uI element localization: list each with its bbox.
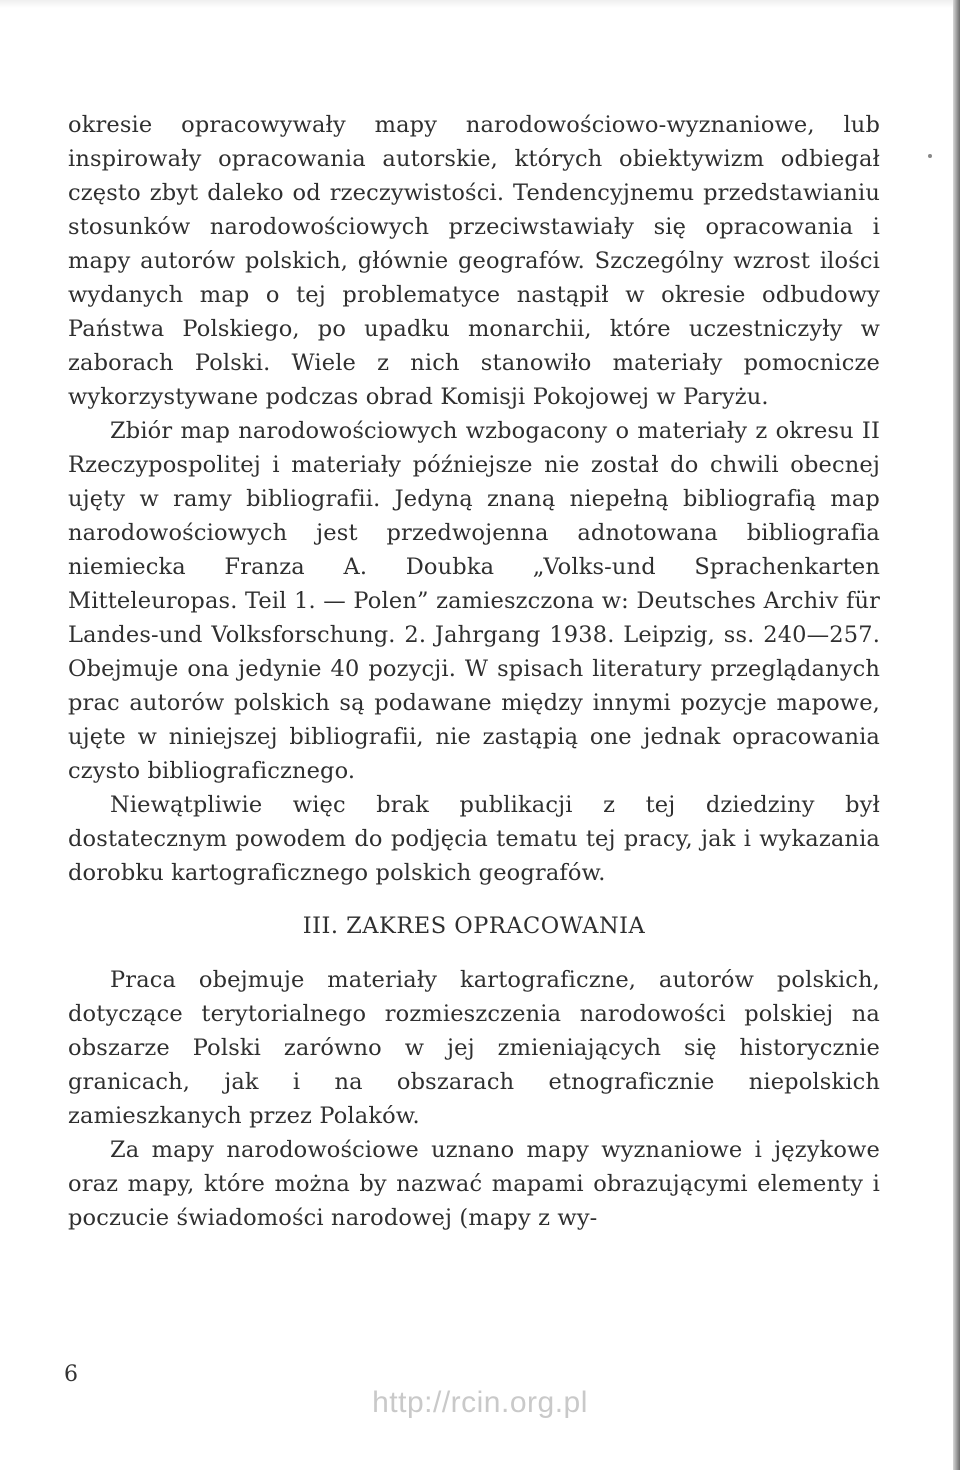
scan-speck <box>928 154 932 158</box>
page-body <box>68 108 880 1235</box>
scan-top-shade <box>0 0 960 8</box>
section-paragraph-1: Praca obejmuje materiały kartograficzne, autorów polskich, dotyczące terytorialnego rozmieszczenia narodowości polskiej na obszarze Polski zarówno w jej zmieniających się historycznie granicach, jak i na obszarach etnograficznie niepolskich zamieszkanych przez Polaków. <box>68 967 880 1129</box>
watermark-url: http://rcin.org.pl <box>372 1386 588 1419</box>
page-number: 6 <box>64 1362 78 1387</box>
paragraph-3: Niewątpliwie więc brak publikacji z tej dziedziny był dostatecznym powodem do podjęcia tematu tej pracy, jak i wykazania dorobku kartograficznego polskich geografów. <box>68 792 880 886</box>
scan-page-edge <box>953 0 960 1470</box>
section-heading: III. ZAKRES OPRACOWANIA <box>302 913 646 939</box>
section-paragraph-2: Za mapy narodowościowe uznano mapy wyznaniowe i językowe oraz mapy, które można by nazwać mapami obrazującymi elementy i poczucie świadomości narodowej (mapy z wy- <box>68 1137 880 1231</box>
paragraph-1: okresie opracowywały mapy narodowościowo-wyznaniowe, lub inspirowały opracowania autorskie, których obiektywizm odbiegał często zbyt daleko od rzeczywistości. Tendencyjnemu przedstawianiu stosunków narodowościowych przeciwstawiały się opracowania i mapy autorów polskich, głównie geografów. Szczególny wzrost ilości wydanych map o tej problematyce nastąpił w okresie odbudowy Państwa Polskiego, po upadku monarchii, które uczestniczyły w zaborach Polski. Wiele z nich stanowiło materiały pomocnicze wykorzystywane podczas obrad Komisji Pokojowej w Paryżu. <box>68 112 880 410</box>
paragraph-2: Zbiór map narodowościowych wzbogacony o materiały z okresu II Rzeczypospolitej i materiały późniejsze nie został do chwili obecnej ujęty w ramy bibliografii. Jedyną znaną niepełną bibliografią map narodowościowych jest przedwojenna adnotowana bibliografia niemiecka Franza A. Doubka „Volks-und Sprachenkarten Mitteleuropas. Teil 1. — Polen” zamieszczona w: Deutsches Archiv für Landes-und Volksforschung. 2. Jahrgang 1938. Leipzig, ss. 240—257. Obejmuje ona jedynie 40 pozycji. W spisach literatury przeglądanych prac autorów polskich są podawane między innymi pozycje mapowe, ujęte w niniejszej bibliografii, nie zastąpią one jednak opracowania czysto bibliograficznego. <box>68 418 880 784</box>
